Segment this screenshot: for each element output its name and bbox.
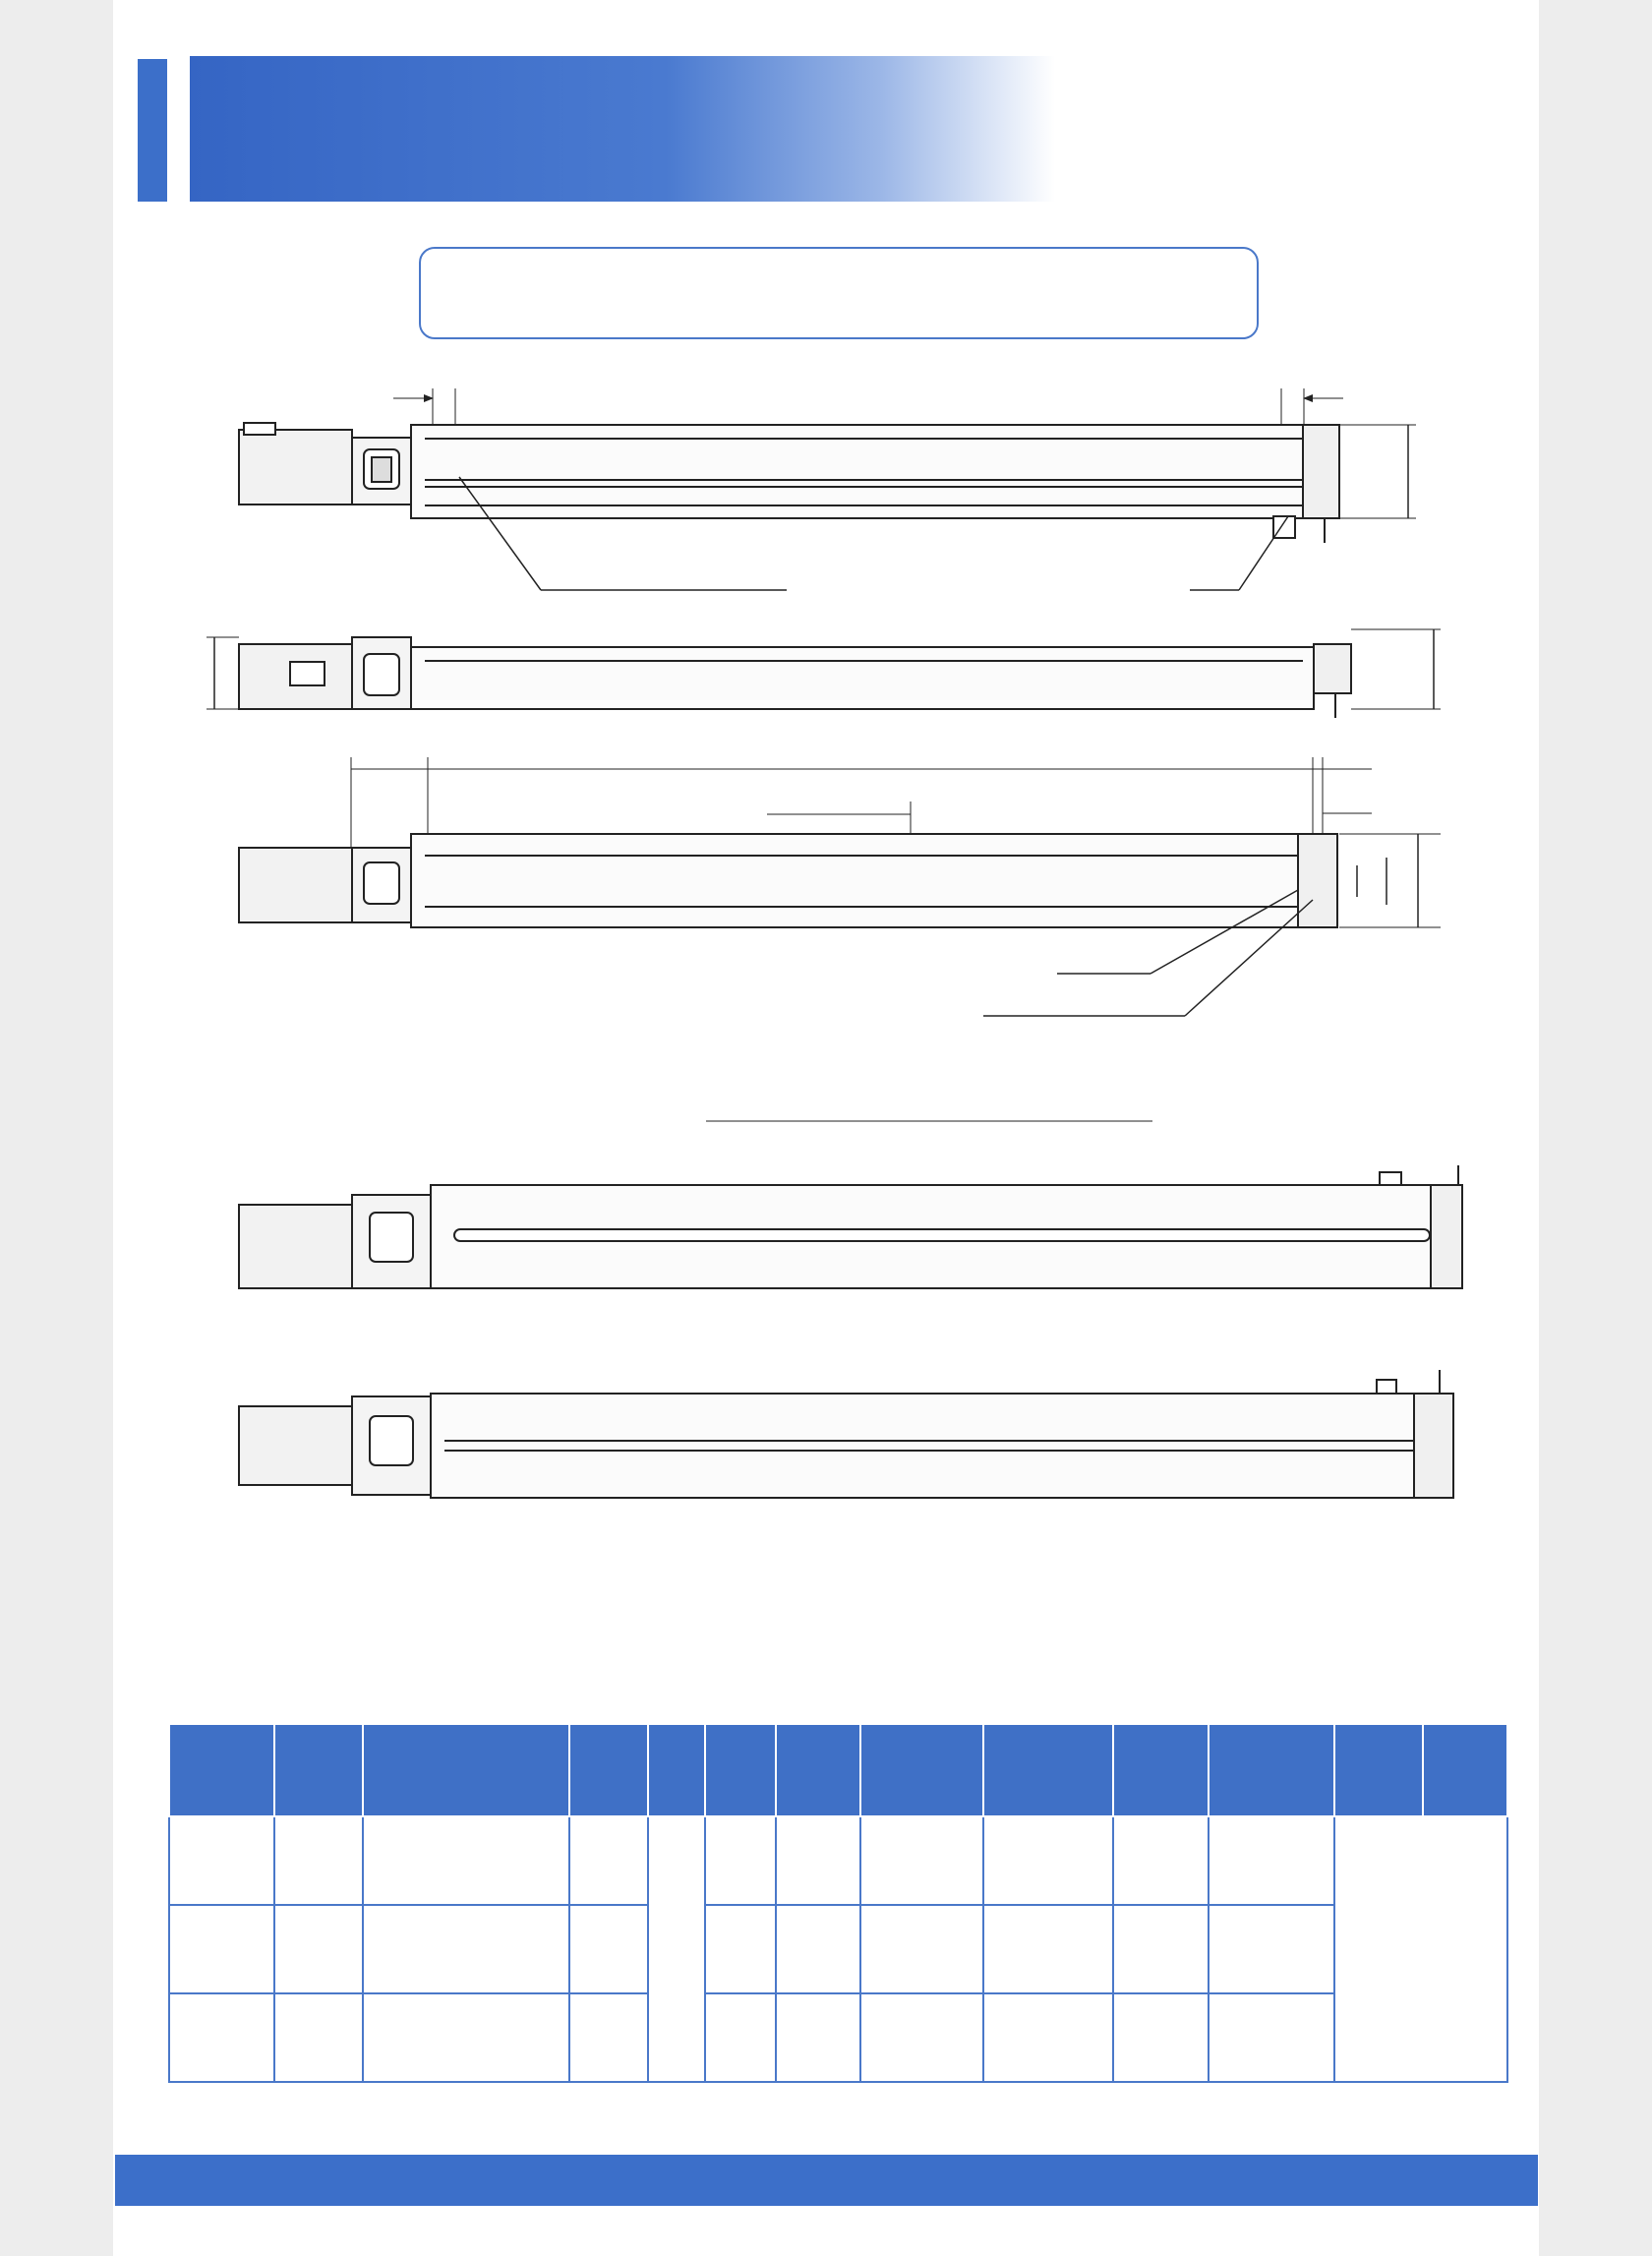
header-w3 <box>1113 1724 1209 1816</box>
cell-w4 <box>1209 1905 1334 1993</box>
view-side <box>206 629 1441 718</box>
cell-h2 <box>776 1993 860 2082</box>
cell-l3 <box>569 1905 648 1993</box>
cell-l3 <box>569 1993 648 2082</box>
table-row <box>169 1905 1507 1993</box>
cell-w4 <box>1209 1993 1334 2082</box>
motor-body <box>239 430 352 505</box>
table-row <box>169 1993 1507 2082</box>
cell-h1 <box>705 1816 776 1905</box>
header-h1 <box>705 1724 776 1816</box>
header-l3 <box>569 1724 648 1816</box>
header-h2 <box>776 1724 860 1816</box>
cell-w3 <box>1113 1993 1209 2082</box>
header-s2 <box>1423 1724 1507 1816</box>
cell-w2 <box>983 1816 1113 1905</box>
cell-w1 <box>860 1993 983 2082</box>
cell-w2 <box>983 1905 1113 1993</box>
table-row <box>169 1816 1507 1905</box>
footer-bar <box>115 2155 1538 2206</box>
header-s1 <box>1334 1724 1423 1816</box>
cell-l2 <box>363 1993 569 2082</box>
header-l1 <box>274 1724 363 1816</box>
spec-table <box>168 1723 1508 2083</box>
view-top <box>239 388 1416 590</box>
cell-l1 <box>274 1905 363 1993</box>
cell-h2 <box>776 1816 860 1905</box>
cell-l1 <box>274 1993 363 2082</box>
cell-w2 <box>983 1993 1113 2082</box>
cell-w1 <box>860 1905 983 1993</box>
cell-model <box>169 1905 274 1993</box>
cell-w3 <box>1113 1905 1209 1993</box>
cell-l2 <box>363 1905 569 1993</box>
cell-w3 <box>1113 1816 1209 1905</box>
header-model <box>169 1724 274 1816</box>
cell-w4 <box>1209 1816 1334 1905</box>
table-header-row <box>169 1724 1507 1816</box>
header-l2 <box>363 1724 569 1816</box>
cell-h2 <box>776 1905 860 1993</box>
cell-l4-merged <box>648 1816 705 2082</box>
cell-model <box>169 1993 274 2082</box>
cell-h1 <box>705 1905 776 1993</box>
cell-w1 <box>860 1816 983 1905</box>
header-w4 <box>1209 1724 1334 1816</box>
header-w1 <box>860 1724 983 1816</box>
view-closed <box>239 1165 1462 1288</box>
cell-l3 <box>569 1816 648 1905</box>
cell-model <box>169 1816 274 1905</box>
cell-l1 <box>274 1816 363 1905</box>
cell-s-merged <box>1334 1816 1507 2082</box>
header-w2 <box>983 1724 1113 1816</box>
view-open <box>239 1370 1453 1498</box>
cell-l2 <box>363 1816 569 1905</box>
header-l4 <box>648 1724 705 1816</box>
cell-h1 <box>705 1993 776 2082</box>
view-sliders <box>239 757 1441 1016</box>
